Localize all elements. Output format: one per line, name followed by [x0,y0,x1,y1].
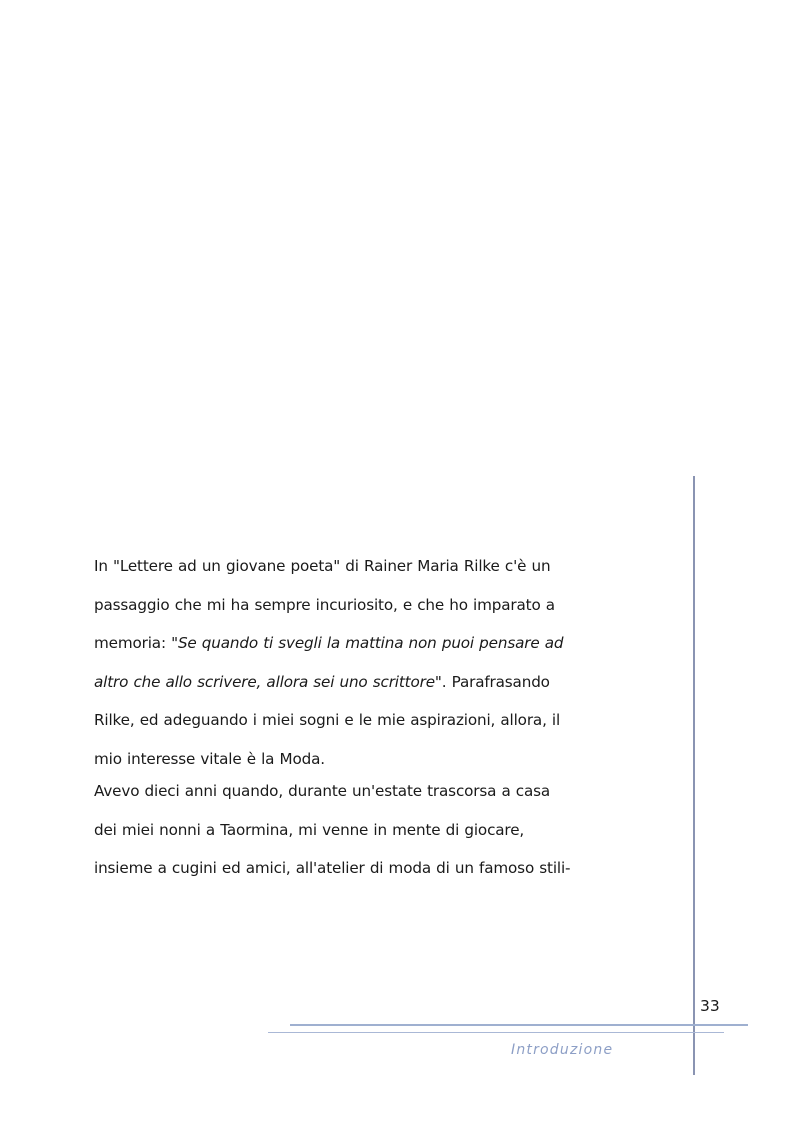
text-line-3 [94,630,594,669]
body-paragraph [94,553,594,894]
text-line-6: mio interesse vitale è la Moda. [94,749,325,768]
footer-rule-lower [268,1032,724,1033]
text-line-8: dei miei nonni a Taormina, mi venne in mente di giocare, [94,820,525,839]
rilke-quote-part-1: Se quando ti svegli la mattina non puoi pensare ad [177,634,564,653]
vertical-margin-rule [693,476,695,1075]
quote-intro: memoria: " [94,634,178,653]
text-line-5: Rilke, ed adeguando i miei sogni e le mie aspirazioni, allora, il [94,711,561,730]
footer-rule-upper [290,1024,748,1026]
text-line-1: In "Lettere ad un giovane poeta" di Rainer Maria Rilke c'è un [94,557,551,575]
text-line-9: insieme a cugini ed amici, all'atelier di moda di un famoso stili- [94,859,571,878]
section-footer-label: Introduzione [511,1042,614,1058]
text-line-7: Avevo dieci anni quando, durante un'estate trascorsa a casa [94,781,551,800]
text-line-4 [94,669,594,708]
rilke-quote-part-2: altro che allo scrivere, allora sei uno scrittore [94,672,435,691]
text-line-2: passaggio che mi ha sempre incuriosito, e che ho imparato a [94,595,555,614]
quote-outro: ". Parafrasando [434,672,550,691]
page-number: 33 [700,997,720,1015]
